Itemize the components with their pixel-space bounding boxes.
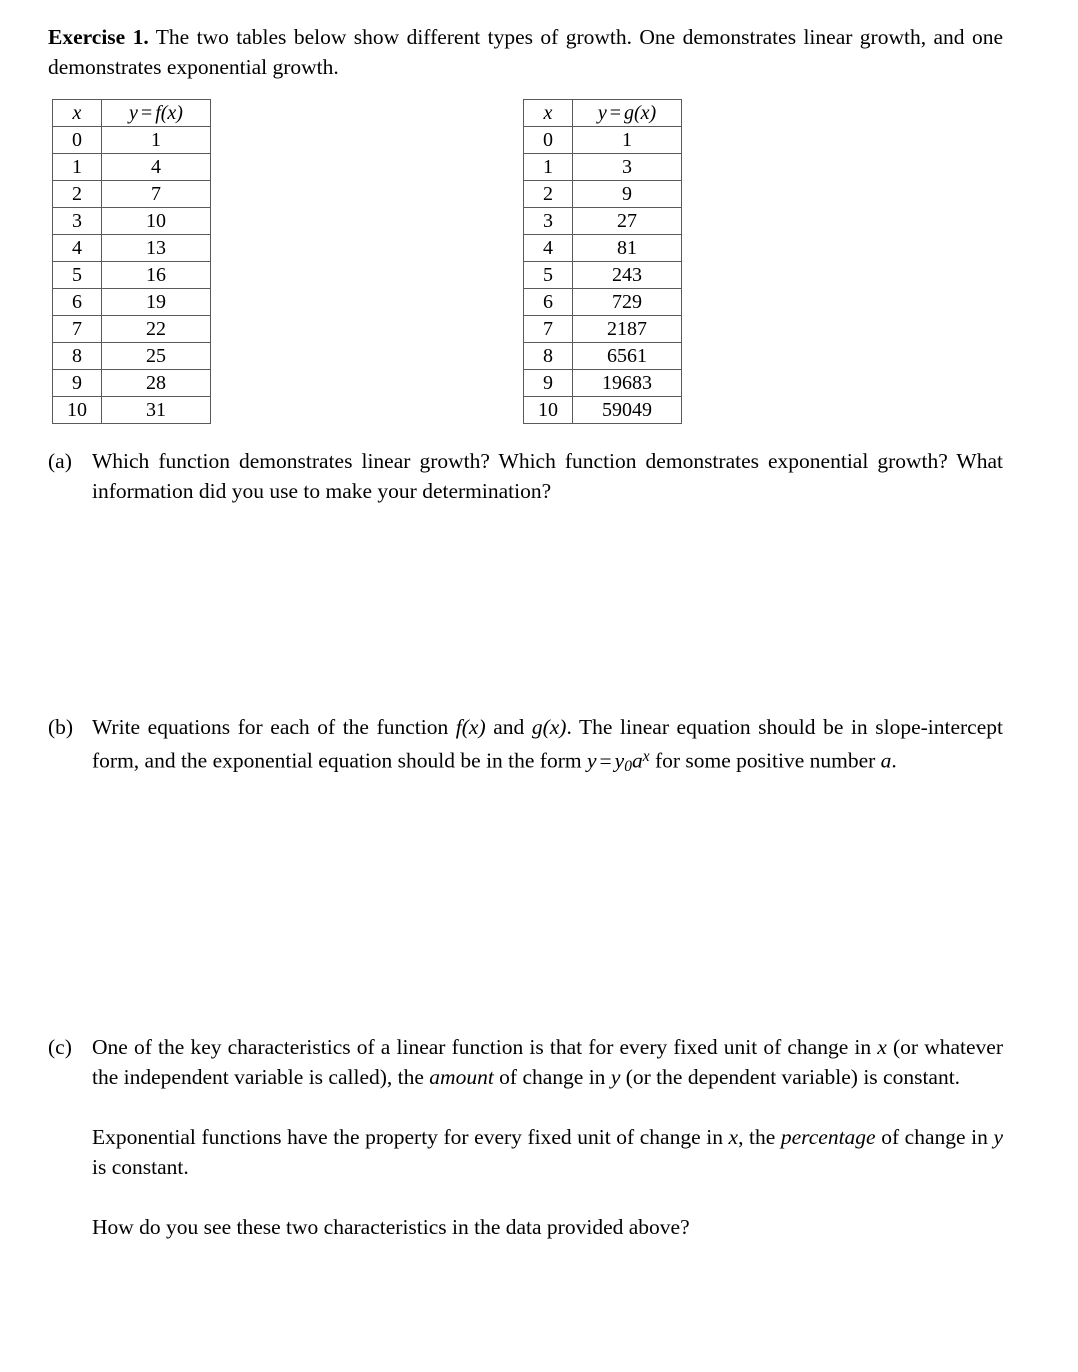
cell-y: 3 xyxy=(573,154,682,181)
math-var-x: x xyxy=(877,1035,887,1059)
part-a-marker: (a) xyxy=(48,449,72,473)
cell-x: 3 xyxy=(53,208,102,235)
math-f: f xyxy=(455,715,462,739)
table-row xyxy=(524,208,682,235)
table-row xyxy=(524,262,682,289)
part-b xyxy=(48,712,1003,782)
part-a-text: Which function demonstrates linear growth? Which function demonstrates exponential growth? What information did you use to make your determination? xyxy=(92,449,1003,503)
function-g-table-body xyxy=(524,127,682,424)
math-eq-y: y xyxy=(586,748,597,773)
tables-container xyxy=(0,99,1078,419)
cell-x: 10 xyxy=(53,397,102,424)
part-b-seg2: and xyxy=(485,715,532,739)
table-row xyxy=(53,262,211,289)
column-header-x: x xyxy=(524,100,573,127)
cell-y: 9 xyxy=(573,181,682,208)
cell-y: 31 xyxy=(102,397,211,424)
cell-x: 2 xyxy=(53,181,102,208)
cell-y: 2187 xyxy=(573,316,682,343)
cell-y: 25 xyxy=(102,343,211,370)
column-header-y-gx: y = g(x) xyxy=(573,100,682,127)
cell-x: 0 xyxy=(53,127,102,154)
cell-x: 5 xyxy=(524,262,573,289)
cell-x: 6 xyxy=(53,289,102,316)
cell-y: 19 xyxy=(102,289,211,316)
table-row xyxy=(524,343,682,370)
cell-y: 19683 xyxy=(573,370,682,397)
part-c xyxy=(48,1032,1003,1242)
part-c-paragraph-2 xyxy=(92,1122,1003,1182)
table-row xyxy=(524,235,682,262)
math-g-arg: (x) xyxy=(542,715,567,739)
table-row xyxy=(53,154,211,181)
cell-x: 8 xyxy=(53,343,102,370)
math-var-y: y xyxy=(610,1065,621,1089)
cell-x: 1 xyxy=(53,154,102,181)
part-c-paragraph-1 xyxy=(92,1032,1003,1092)
column-header-x: x xyxy=(53,100,102,127)
cell-y: 729 xyxy=(573,289,682,316)
table-row xyxy=(53,397,211,424)
cell-y: 10 xyxy=(102,208,211,235)
part-b-text xyxy=(92,712,1003,782)
cell-x: 0 xyxy=(524,127,573,154)
table-row xyxy=(524,397,682,424)
part-b-body xyxy=(92,712,1003,782)
cell-x: 7 xyxy=(53,316,102,343)
table-row xyxy=(53,316,211,343)
table-row xyxy=(524,370,682,397)
cell-x: 10 xyxy=(524,397,573,424)
function-f-table-body xyxy=(53,127,211,424)
table-row xyxy=(53,127,211,154)
math-var-x: x xyxy=(728,1125,739,1149)
part-c-p1-seg2: (or whatever the independent variable is called), the xyxy=(92,1035,1004,1089)
part-c-p1-seg3: of change in xyxy=(493,1065,611,1089)
cell-x: 4 xyxy=(524,235,573,262)
cell-y: 1 xyxy=(102,127,211,154)
part-c-p2-seg3: of change in xyxy=(875,1125,994,1149)
table-row xyxy=(524,154,682,181)
cell-y: 6561 xyxy=(573,343,682,370)
table-row xyxy=(53,208,211,235)
cell-x: 7 xyxy=(524,316,573,343)
table-row xyxy=(53,235,211,262)
table-header-row xyxy=(53,100,211,127)
part-b-seg5: . xyxy=(891,748,897,773)
table-row xyxy=(53,289,211,316)
math-eq-a: a xyxy=(631,748,643,773)
table-row xyxy=(524,289,682,316)
function-g-table xyxy=(523,99,682,424)
column-header-y-fx: y = f(x) xyxy=(102,100,211,127)
part-c-body xyxy=(92,1032,1003,1242)
cell-x: 9 xyxy=(524,370,573,397)
cell-x: 9 xyxy=(53,370,102,397)
cell-y: 1 xyxy=(573,127,682,154)
part-c-p2-seg4: is constant. xyxy=(92,1155,189,1179)
cell-y: 16 xyxy=(102,262,211,289)
math-f-arg: (x) xyxy=(461,715,486,739)
part-c-marker: (c) xyxy=(48,1035,72,1059)
table-header-row xyxy=(524,100,682,127)
table-row xyxy=(524,127,682,154)
cell-y: 81 xyxy=(573,235,682,262)
math-g: g xyxy=(531,715,543,739)
cell-y: 13 xyxy=(102,235,211,262)
cell-y: 22 xyxy=(102,316,211,343)
table-row xyxy=(524,181,682,208)
emphasis-percentage: percentage xyxy=(780,1125,876,1149)
part-c-p2-seg1: Exponential functions have the property for every fixed unit of change in xyxy=(92,1125,729,1149)
part-b-marker: (b) xyxy=(48,715,74,739)
part-a-body xyxy=(92,446,1003,506)
cell-y: 28 xyxy=(102,370,211,397)
cell-x: 1 xyxy=(524,154,573,181)
exercise-intro-paragraph xyxy=(48,22,1003,82)
cell-x: 2 xyxy=(524,181,573,208)
part-a xyxy=(48,446,1003,506)
cell-x: 3 xyxy=(524,208,573,235)
math-eq-y0: y xyxy=(614,748,625,773)
part-c-p2-seg2: , the xyxy=(738,1125,781,1149)
cell-y: 59049 xyxy=(573,397,682,424)
exercise-intro-text: The two tables below show different types of growth. One demonstrates linear growth, and one demonstrates exponential growth. xyxy=(48,25,1003,79)
math-eq-y0-subscript: 0 xyxy=(624,757,632,775)
part-b-seg3: . The linear equation should be in slope-intercept form, and the exponential equation should be in the form xyxy=(92,715,1003,773)
math-var-a: a xyxy=(880,748,892,773)
table-row xyxy=(53,181,211,208)
part-b-seg1: Write equations for each of the function xyxy=(92,715,456,739)
cell-x: 8 xyxy=(524,343,573,370)
math-eq-rel: = xyxy=(599,748,612,773)
math-eq-a-exponent: x xyxy=(642,748,650,765)
cell-x: 6 xyxy=(524,289,573,316)
table-row xyxy=(524,316,682,343)
table-row xyxy=(53,343,211,370)
emphasis-amount: amount xyxy=(429,1065,494,1089)
function-f-table xyxy=(52,99,211,424)
cell-x: 5 xyxy=(53,262,102,289)
part-c-paragraph-3: How do you see these two characteristics in the data provided above? xyxy=(92,1215,690,1239)
part-c-p1-seg4: (or the dependent variable) is constant. xyxy=(620,1065,961,1089)
cell-x: 4 xyxy=(53,235,102,262)
part-b-seg4: for some positive number xyxy=(649,748,881,773)
cell-y: 4 xyxy=(102,154,211,181)
math-var-y: y xyxy=(993,1125,1003,1149)
cell-y: 243 xyxy=(573,262,682,289)
part-c-p1-seg1: One of the key characteristics of a linear function is that for every fixed unit of change in xyxy=(92,1035,878,1059)
cell-y: 7 xyxy=(102,181,211,208)
exercise-label: Exercise 1. xyxy=(48,25,149,49)
cell-y: 27 xyxy=(573,208,682,235)
table-row xyxy=(53,370,211,397)
